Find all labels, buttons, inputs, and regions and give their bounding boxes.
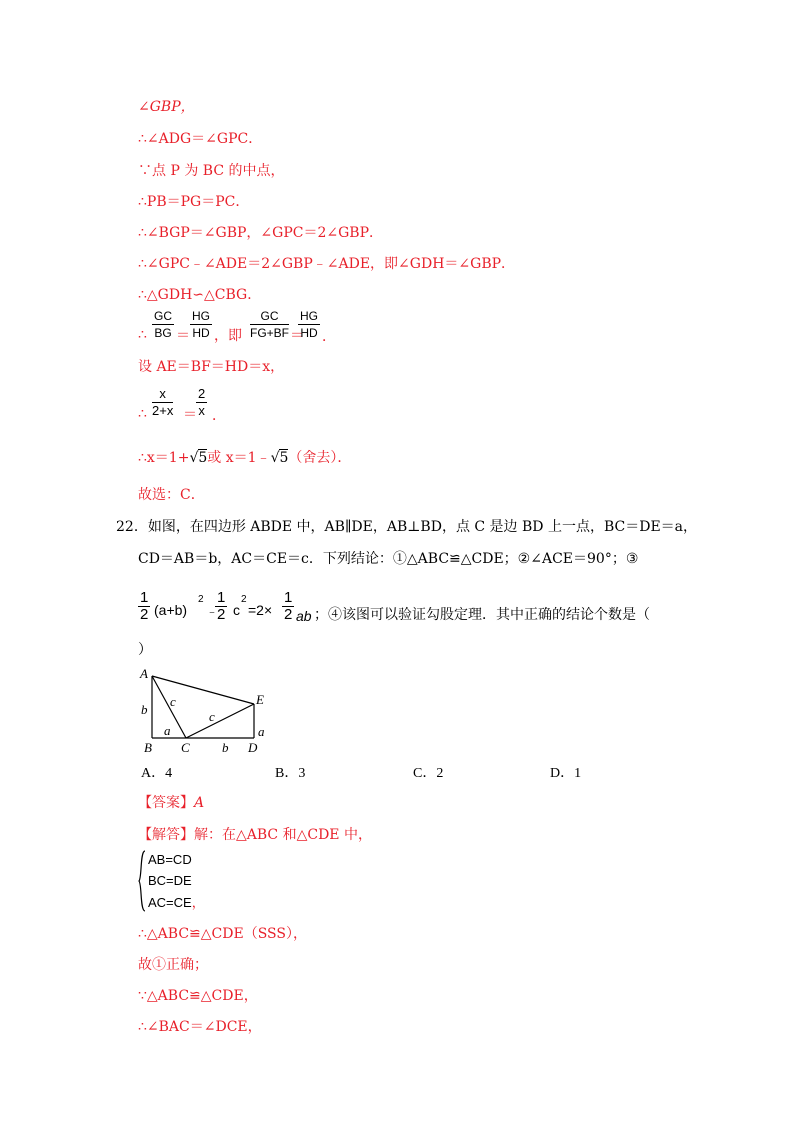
formula-a-plus-b: (a+b) [154,602,188,618]
system-eq-3 [148,893,205,913]
system-brace [138,850,146,912]
sqrt-sign: √ [189,450,199,466]
fraction-numerator: 2 [198,386,206,401]
point-e-label: E [256,692,264,707]
answer-value: A [194,795,205,811]
analysis-line [138,826,372,844]
conclusion-line-4: ∴∠BAC＝∠DCE， [138,1019,262,1035]
sqrt-sign: √ [270,450,280,466]
fraction-denominator: 2 [217,606,226,623]
solution-line-3: ∵点 P 为 BC 的中点， [138,163,285,179]
ratio-eq-2: ＝ [290,328,304,344]
question-22-line-3: ；④该图可以验证勾股定理．其中正确的结论个数是（ [314,607,650,623]
ratio-mid-text: ，即 [214,328,242,344]
fraction-hg-hd-2 [298,308,320,341]
solution-line-4: ∴PB＝PG＝PC． [138,194,250,210]
answer-tag: 【答案】 [138,795,194,811]
fraction-one-half [138,590,150,623]
option-a[interactable]: A．4 [141,766,173,781]
sqrt-radicand-2: 5 [279,450,289,466]
fraction-numerator: GC [250,308,289,325]
analysis-text: 解：在△ABC 和△CDE 中， [194,827,372,843]
quadrilateral-figure [134,664,274,756]
fraction-gc-bg [152,308,174,341]
fraction-numerator: 1 [217,589,226,606]
point-a-label: A [140,666,148,681]
side-a-de-label: a [258,724,265,739]
option-d[interactable]: D．1 [550,766,582,781]
question-22-line-1: 22．如图，在四边形 ABDE 中，AB∥DE，AB⊥BD，点 C 是边 BD 上一点，BC＝DE＝a， [116,519,698,535]
fraction-denominator: 2+x [152,403,174,418]
fraction-numerator: 1 [140,589,149,606]
eqn-eq: ＝ [183,407,197,423]
solution-line-5: ∴∠BGP＝∠GBP，∠GPC＝2∠GBP． [138,225,383,241]
ratio-prefix: ∴ [138,327,147,343]
formula-minus: ﹣ [206,604,219,618]
choose-answer-line: 故选：C． [138,487,205,503]
question-22-line-2: CD＝AB＝b，AC＝CE＝c．下列结论：①△ABC≌△CDE；②∠ACE＝90°；③ [138,551,639,567]
fraction-one-half-3 [282,590,294,623]
eqn-end: ． [212,408,226,424]
fraction-numerator: HG [300,309,318,323]
solution-line-7: ∴△GDH∽△CBG． [138,287,262,303]
formula-exponent-2: 2 [198,594,204,605]
system-eq-3-text: AC=CE [148,895,192,910]
root-part-3: （舍去）． [288,450,352,466]
question-22-line-4: ） [138,642,152,658]
fraction-denominator: HD [300,326,318,340]
fraction-denominator: BG [154,326,172,340]
formula-c: c [233,602,240,618]
ratio-eq-1: ＝ [176,328,190,344]
option-c[interactable]: C．2 [413,766,444,781]
set-variable-line: 设 AE＝BF＝HD＝x， [138,359,285,375]
point-c-label: C [181,740,190,755]
sqrt-radicand-1: 5 [198,450,208,466]
system-eq-2: BC=DE [148,873,192,888]
side-c-ce-label: c [209,709,215,724]
point-b-label: B [144,740,152,755]
fraction-denominator: FG+BF [250,326,290,340]
formula-eq-2-times: =2× [248,602,273,618]
fraction-denominator: 2 [140,606,149,623]
formula-exponent-2b: 2 [241,594,247,605]
solution-line-1: ∠GBP， [138,99,195,115]
fraction-denominator: 2 [284,606,293,623]
option-b[interactable]: B．3 [275,766,306,781]
ratio-end: ． [322,329,336,345]
conclusion-line-3: ∵△ABC≌△CDE， [138,988,258,1004]
analysis-tag: 【解答】 [138,827,194,843]
side-b-left-label: b [141,702,148,717]
solution-line-2: ∴∠ADG＝∠GPC． [138,131,263,147]
fraction-hg-hd [190,308,212,341]
answer-line [138,794,204,812]
fraction-numerator: HG [192,309,210,323]
eqn-prefix: ∴ [138,406,147,422]
system-end-punct: ， [191,895,205,910]
side-a-bc-label: a [164,723,171,738]
fraction-gc-fgbf [250,308,289,341]
fraction-x-over-2x [152,386,173,419]
formula-ab: ab [296,608,312,624]
conclusion-line-1: ∴△ABC≌△CDE（SSS）， [138,926,307,942]
point-d-label: D [248,740,258,755]
side-b-cd-label: b [222,740,229,755]
root-part-1: ∴x＝1+ [138,450,190,466]
fraction-2-over-x [196,386,207,419]
root-part-2: 或 x＝1﹣ [207,450,271,466]
fraction-numerator: 1 [284,589,293,606]
fraction-one-half-2 [215,590,227,623]
system-eq-1: AB=CD [148,852,192,867]
solution-roots [138,449,351,467]
side-c-ac-label: c [170,694,176,709]
fraction-denominator: HD [192,326,210,340]
fraction-numerator: GC [154,309,172,323]
fraction-denominator: x [198,403,205,418]
solution-line-6: ∴∠GPC﹣∠ADE＝2∠GBP﹣∠ADE，即∠GDH＝∠GBP． [138,256,516,272]
fraction-numerator: x [152,386,173,403]
conclusion-line-2: 故①正确； [138,957,208,973]
